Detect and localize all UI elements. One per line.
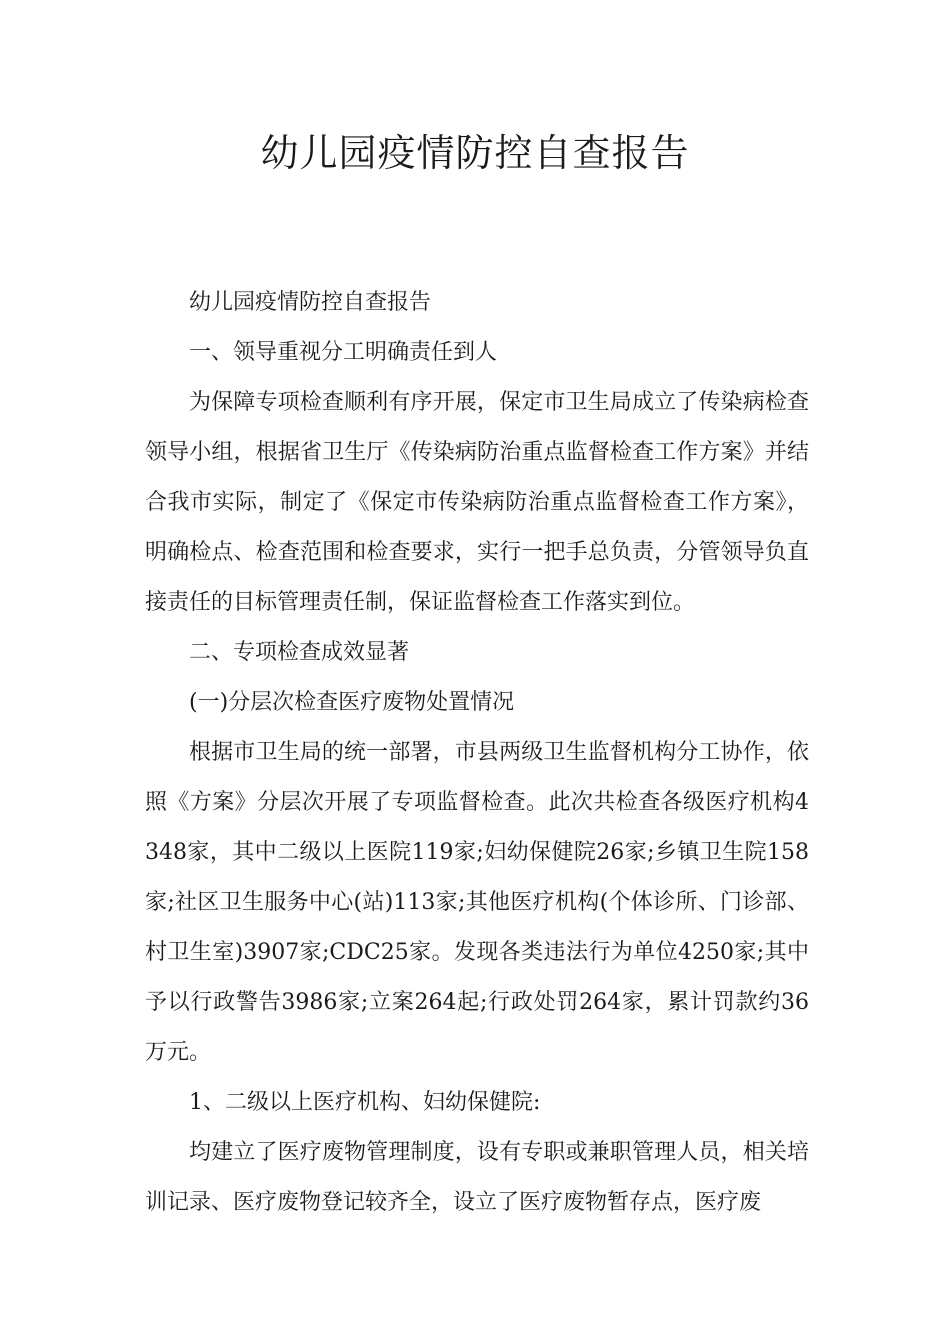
paragraph: 均建立了医疗废物管理制度，设有专职或兼职管理人员，相关培训记录、医疗废物登记较齐全，设立了医疗废物暂存点，医疗废 bbox=[145, 1140, 809, 1215]
document-body bbox=[145, 278, 809, 1228]
paragraph-subtitle: 幼儿园疫情防控自查报告 bbox=[189, 290, 432, 315]
subsection-heading: (一)分层次检查医疗废物处置情况 bbox=[189, 690, 515, 715]
section-heading-2: 二、专项检查成效显著 bbox=[189, 640, 410, 665]
paragraph: 为保障专项检查顺利有序开展，保定市卫生局成立了传染病检查领导小组，根据省卫生厅《传染病防治重点监督检查工作方案》并结合我市实际，制定了《保定市传染病防治重点监督检查工作方案》，明确检点、检查范围和检查要求，实行一把手总负责，分管领导负直接责任的目标管理责任制，保证监督检查工作落实到位。 bbox=[145, 390, 809, 615]
document-title: 幼儿园疫情防控自查报告 bbox=[260, 131, 690, 175]
item-heading: 1、二级以上医疗机构、妇幼保健院: bbox=[189, 1090, 541, 1115]
section-heading-1: 一、领导重视分工明确责任到人 bbox=[189, 340, 498, 365]
paragraph: 根据市卫生局的统一部署，市县两级卫生监督机构分工协作，依照《方案》分层次开展了专项监督检查。此次共检查各级医疗机构4348家，其中二级以上医院119家;妇幼保健院26家;乡镇卫生院158家;社区卫生服务中心(站)113家;其他医疗机构(个体诊所、门诊部、村卫生室)3907家;CDC25家。发现各类违法行为单位4250家;其中予以行政警告3986家;立案264起;行政处罚264家，累计罚款约36万元。 bbox=[145, 740, 809, 1065]
